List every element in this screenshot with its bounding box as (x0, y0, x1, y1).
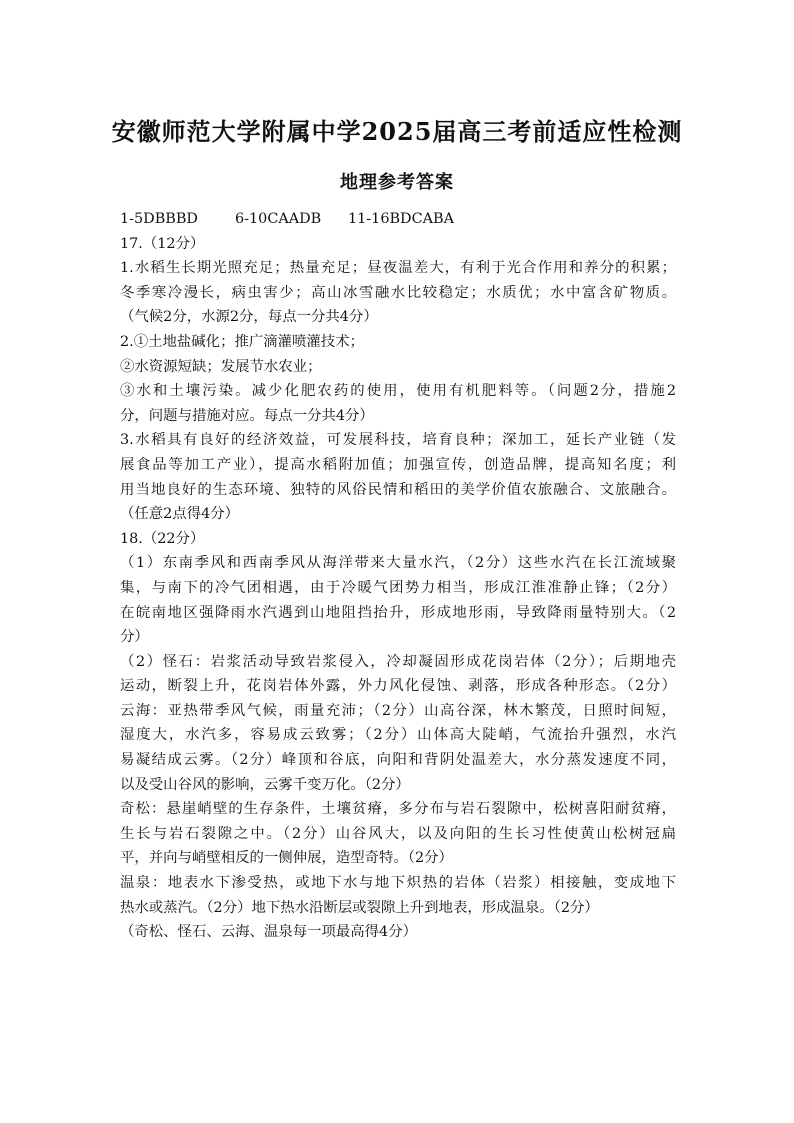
choice-answer-group: 1-5DBBBD (120, 211, 198, 227)
answer-body (120, 207, 676, 945)
text-line: 平，并向与峭壁相反的一侧伸展，造型奇特。（2分） (120, 850, 453, 867)
text-line: 热水或蒸汽。（2分）地下热水沿断层或裂隙上升到地表，形成温泉。（2分） (120, 899, 599, 916)
text-line: （任意2点得4分） (120, 506, 240, 523)
text-line: 温泉：地表水下渗受热，或地下水与地下炽热的岩体（岩浆）相接触，变成地下 (120, 875, 676, 892)
document-title: 安徽师范大学附属中学2025届高三考前适应性检测 (111, 117, 683, 146)
text-line: 在皖南地区强降雨水汽遇到山地阻挡抬升，形成地形雨，导致降雨量特别大。（2 (120, 604, 676, 621)
text-line: 运动，断裂上升，花岗岩体外露，外力风化侵蚀、剥落，形成各种形态。（2分） (120, 678, 676, 695)
text-line: （1）东南季风和西南季风从海洋带来大量水汽，（2分）这些水汽在长江流域聚 (120, 555, 676, 572)
text-line: 17.（12分） (120, 235, 205, 252)
text-line: （气候2分，水源2分，每点一分共4分） (120, 309, 378, 326)
text-line: 2.①土地盐碱化；推广滴灌喷灌技术； (120, 333, 364, 350)
text-line: 18.（22分） (120, 530, 205, 547)
choice-answers-row (120, 207, 676, 232)
text-line: 分） (120, 629, 149, 646)
answer-lines (120, 232, 676, 945)
text-line: 集，与南下的冷气团相遇，由于冷暖气团势力相当，形成江淮准静止锋；（2分） (120, 579, 676, 596)
choice-answer-group: 6-10CAADB (235, 211, 322, 227)
document-subtitle: 地理参考答案 (340, 172, 454, 193)
text-line: ②水资源短缺；发展节水农业； (120, 358, 322, 375)
text-line: 云海：亚热带季风气候，雨量充沛；（2分）山高谷深，林木繁茂，日照时间短， (120, 702, 676, 719)
text-line: （2）怪石：岩浆活动导致岩浆侵入，冷却凝固形成花岗岩体（2分）；后期地壳 (120, 653, 676, 670)
text-line: 奇松：悬崖峭壁的生存条件，土壤贫瘠，多分布与岩石裂隙中，松树喜阳耐贫瘠， (120, 801, 676, 818)
text-line: 生长与岩石裂隙之中。（2分）山谷风大，以及向阳的生长习性使黄山松树冠扁 (120, 825, 676, 842)
text-line: 冬季寒冷漫长，病虫害少；高山冰雪融水比较稳定；水质优；水中富含矿物质。 (120, 284, 676, 301)
choice-answer-group: 11-16BDCABA (348, 211, 454, 227)
text-line: 以及受山谷风的影响，云雾千变万化。（2分） (120, 776, 410, 793)
text-line: （奇松、怪石、云海、温泉每一项最高得4分） (120, 924, 417, 941)
text-line: 易凝结成云雾。（2分）峰顶和谷底，向阳和背阴处温差大，水分蒸发速度不同， (120, 752, 676, 769)
text-line: 1.水稻生长期光照充足；热量充足；昼夜温差大，有利于光合作用和养分的积累； (120, 260, 676, 277)
text-line: 展食品等加工产业），提高水稻附加值；加强宣传，创造品牌，提高知名度；利 (120, 456, 676, 473)
text-line: 分，问题与措施对应。每点一分共4分） (120, 407, 374, 424)
text-line: ③水和土壤污染。减少化肥农药的使用，使用有机肥料等。（问题2分，措施2 (120, 383, 676, 400)
text-line: 3.水稻具有良好的经济效益，可发展科技，培育良种；深加工，延长产业链（发 (120, 432, 676, 449)
text-line: 用当地良好的生态环境、独特的风俗民情和稻田的美学价值农旅融合、文旅融合。 (120, 481, 676, 498)
text-line: 湿度大，水汽多，容易成云致雾；（2分）山体高大陡峭，气流抬升强烈，水汽 (120, 727, 676, 744)
